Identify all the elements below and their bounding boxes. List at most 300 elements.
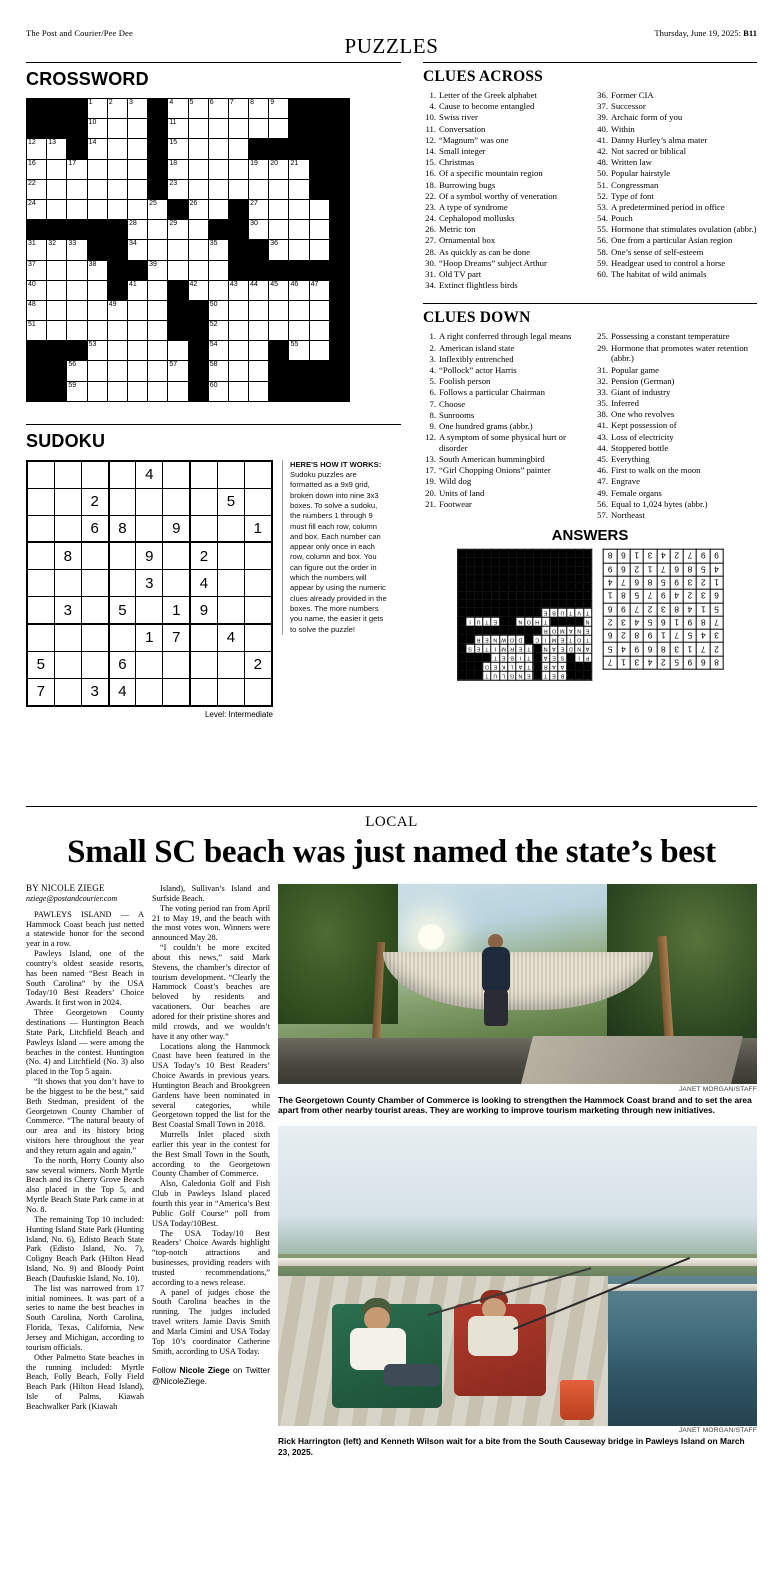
sudoku-cell[interactable]	[27, 597, 54, 624]
sudoku-cell[interactable]: 8	[54, 542, 81, 569]
crossword-cell[interactable]	[309, 341, 329, 361]
crossword-cell[interactable]	[249, 119, 269, 139]
sudoku-cell[interactable]	[27, 515, 54, 542]
crossword-cell[interactable]	[228, 321, 248, 341]
crossword-cell[interactable]	[168, 381, 188, 401]
answer-sudoku-cell: 8	[643, 576, 656, 589]
crossword-block	[27, 99, 47, 119]
sudoku-cell[interactable]: 3	[81, 678, 108, 705]
crossword-cell[interactable]	[289, 159, 309, 179]
crossword-cell[interactable]	[289, 220, 309, 240]
crossword-cell[interactable]	[188, 280, 208, 300]
crossword-cell[interactable]	[67, 260, 87, 280]
crossword-cell[interactable]	[289, 341, 309, 361]
clue-item	[423, 488, 585, 499]
answer-block	[482, 653, 490, 662]
sudoku-cell[interactable]	[245, 488, 272, 515]
crossword-cell[interactable]	[148, 280, 168, 300]
crossword-cell[interactable]	[249, 99, 269, 119]
crossword-cell[interactable]	[87, 199, 107, 219]
crossword-cell[interactable]	[127, 381, 147, 401]
crossword-cell[interactable]	[269, 321, 289, 341]
clue-number: 1.	[429, 331, 436, 342]
crossword-cell[interactable]	[168, 220, 188, 240]
crossword-cell[interactable]	[228, 119, 248, 139]
sudoku-cell[interactable]	[245, 678, 272, 705]
sudoku-cell[interactable]	[54, 651, 81, 678]
crossword-cell[interactable]	[168, 260, 188, 280]
crossword-cell[interactable]	[208, 179, 228, 199]
sudoku-cell[interactable]	[27, 570, 54, 597]
sudoku-cell[interactable]: 4	[217, 624, 244, 651]
crossword-cell[interactable]	[107, 139, 127, 159]
crossword-cell[interactable]	[87, 280, 107, 300]
answer-sudoku-cell: 9	[630, 643, 643, 656]
answer-block	[499, 600, 507, 608]
crossword-cell[interactable]	[47, 321, 67, 341]
sudoku-cell[interactable]: 9	[190, 597, 217, 624]
sudoku-cell[interactable]	[245, 624, 272, 651]
crossword-cell[interactable]	[148, 240, 168, 260]
crossword-cell[interactable]	[228, 300, 248, 320]
crossword-cell[interactable]	[208, 240, 228, 260]
sudoku-heading: SUDOKU	[26, 430, 106, 451]
sudoku-cell[interactable]: 7	[163, 624, 190, 651]
crossword-cell[interactable]	[148, 260, 168, 280]
crossword-cell[interactable]	[107, 99, 127, 119]
clue-item	[595, 465, 757, 476]
crossword-cell[interactable]	[27, 159, 47, 179]
crossword-cell[interactable]	[27, 321, 47, 341]
crossword-cell[interactable]	[168, 240, 188, 260]
answer-letter: O	[575, 635, 583, 644]
sudoku-cell[interactable]	[245, 542, 272, 569]
crossword-cell[interactable]	[208, 99, 228, 119]
answer-block	[575, 566, 583, 574]
crossword-block	[289, 119, 309, 139]
answer-letter: T	[524, 644, 532, 653]
crossword-cell[interactable]	[188, 220, 208, 240]
crossword-cell[interactable]	[87, 300, 107, 320]
crossword-cell[interactable]	[289, 199, 309, 219]
crossword-cell[interactable]	[208, 361, 228, 381]
crossword-cell[interactable]	[27, 139, 47, 159]
crossword-cell[interactable]	[309, 240, 329, 260]
crossword-cell[interactable]	[87, 321, 107, 341]
sudoku-cell[interactable]	[109, 542, 136, 569]
answer-sudoku-cell: 4	[696, 629, 709, 642]
sudoku-cell[interactable]: 4	[190, 570, 217, 597]
sudoku-cell[interactable]	[54, 624, 81, 651]
sudoku-cell[interactable]: 6	[109, 651, 136, 678]
sudoku-cell[interactable]	[163, 678, 190, 705]
crossword-cell[interactable]	[269, 199, 289, 219]
crossword-cell[interactable]	[228, 341, 248, 361]
sudoku-cell[interactable]	[81, 542, 108, 569]
clue-text: Headgear used to control a horse	[611, 257, 726, 268]
crossword-cell[interactable]	[127, 300, 147, 320]
crossword-cell[interactable]	[168, 341, 188, 361]
clue-number: 30.	[425, 257, 436, 268]
sudoku-cell[interactable]	[81, 570, 108, 597]
crossword-cell[interactable]	[127, 139, 147, 159]
crossword-cell[interactable]	[168, 179, 188, 199]
sudoku-cell[interactable]: 1	[163, 597, 190, 624]
answer-block	[507, 550, 515, 558]
sudoku-cell[interactable]	[81, 461, 108, 488]
crossword-cell[interactable]	[208, 341, 228, 361]
crossword-cell[interactable]	[249, 361, 269, 381]
sudoku-cell[interactable]	[54, 488, 81, 515]
crossword-cell[interactable]	[208, 119, 228, 139]
sudoku-cell[interactable]	[163, 488, 190, 515]
sudoku-cell[interactable]	[245, 570, 272, 597]
crossword-cell[interactable]	[148, 321, 168, 341]
crossword-cell[interactable]	[208, 159, 228, 179]
crossword-row	[27, 341, 350, 361]
sudoku-cell[interactable]	[190, 624, 217, 651]
crossword-cell[interactable]	[127, 199, 147, 219]
crossword-cell[interactable]	[67, 381, 87, 401]
sudoku-cell[interactable]	[190, 651, 217, 678]
crossword-cell[interactable]	[127, 159, 147, 179]
crossword-cell[interactable]	[249, 341, 269, 361]
sudoku-cell[interactable]	[163, 570, 190, 597]
crossword-grid[interactable]	[26, 98, 350, 402]
crossword-cell[interactable]	[249, 280, 269, 300]
crossword-cell[interactable]	[107, 159, 127, 179]
answer-letter: R	[541, 626, 549, 635]
crossword-cell[interactable]	[107, 341, 127, 361]
answer-sudoku-cell: 2	[617, 629, 630, 642]
crossword-answer-grid	[457, 549, 592, 681]
crossword-cell[interactable]	[67, 159, 87, 179]
crossword-cell[interactable]	[107, 179, 127, 199]
crossword-cell-number: 35	[209, 240, 218, 248]
crossword-cell[interactable]	[269, 99, 289, 119]
crossword-cell[interactable]	[269, 280, 289, 300]
sudoku-cell[interactable]	[81, 597, 108, 624]
sudoku-cell[interactable]: 2	[245, 651, 272, 678]
answer-sudoku-cell: 2	[603, 616, 616, 629]
sudoku-cell[interactable]	[54, 461, 81, 488]
clue-item	[595, 398, 757, 409]
sudoku-grid[interactable]	[26, 460, 273, 707]
answer-block	[465, 662, 473, 671]
clue-number: 12.	[425, 432, 436, 443]
crossword-cell[interactable]	[208, 280, 228, 300]
sudoku-cell[interactable]	[217, 597, 244, 624]
crossword-block	[87, 240, 107, 260]
sudoku-cell[interactable]	[136, 678, 163, 705]
crossword-cell[interactable]	[67, 199, 87, 219]
crossword-cell[interactable]	[269, 179, 289, 199]
sudoku-cell[interactable]	[163, 651, 190, 678]
crossword-cell[interactable]	[107, 300, 127, 320]
crossword-cell[interactable]	[87, 381, 107, 401]
crossword-cell[interactable]	[289, 280, 309, 300]
answer-letter: R	[507, 644, 515, 653]
sudoku-cell[interactable]	[109, 624, 136, 651]
sudoku-cell[interactable]	[109, 461, 136, 488]
answer-letter: E	[474, 644, 482, 653]
crossword-cell[interactable]	[27, 240, 47, 260]
crossword-cell[interactable]	[127, 280, 147, 300]
crossword-cell[interactable]	[249, 300, 269, 320]
crossword-cell[interactable]	[127, 99, 147, 119]
clue-item	[423, 421, 585, 432]
crossword-block	[309, 159, 329, 179]
crossword-cell[interactable]	[309, 199, 329, 219]
crossword-cell[interactable]	[228, 361, 248, 381]
crossword-row	[27, 119, 350, 139]
answer-letter: N	[575, 644, 583, 653]
crossword-cell[interactable]	[289, 179, 309, 199]
answer-sudoku-row	[603, 603, 723, 616]
sudoku-cell[interactable]	[27, 488, 54, 515]
answer-block	[533, 662, 541, 671]
crossword-cell[interactable]	[87, 179, 107, 199]
sudoku-cell[interactable]: 8	[109, 515, 136, 542]
crossword-cell[interactable]	[87, 260, 107, 280]
sudoku-cell[interactable]: 3	[54, 597, 81, 624]
crossword-cell[interactable]	[249, 159, 269, 179]
crossword-cell[interactable]	[148, 381, 168, 401]
crossword-cell[interactable]	[208, 381, 228, 401]
sudoku-cell[interactable]	[54, 515, 81, 542]
crossword-cell[interactable]	[87, 361, 107, 381]
crossword-cell[interactable]	[67, 280, 87, 300]
crossword-cell[interactable]	[47, 280, 67, 300]
crossword-block	[47, 119, 67, 139]
crossword-cell[interactable]	[188, 179, 208, 199]
crossword-cell[interactable]	[228, 381, 248, 401]
crossword-cell[interactable]	[249, 179, 269, 199]
crossword-cell[interactable]	[188, 99, 208, 119]
crossword-cell[interactable]	[228, 139, 248, 159]
crossword-cell[interactable]	[208, 199, 228, 219]
crossword-cell[interactable]	[148, 300, 168, 320]
sudoku-cell[interactable]	[109, 570, 136, 597]
sudoku-cell[interactable]: 5	[109, 597, 136, 624]
sudoku-cell[interactable]	[109, 488, 136, 515]
answer-letter: T	[524, 662, 532, 671]
sudoku-cell[interactable]	[245, 597, 272, 624]
sudoku-cell[interactable]	[217, 570, 244, 597]
crossword-cell[interactable]	[188, 199, 208, 219]
sudoku-cell[interactable]: 3	[136, 570, 163, 597]
sudoku-cell[interactable]	[54, 678, 81, 705]
clue-item	[595, 224, 757, 235]
crossword-cell[interactable]	[27, 199, 47, 219]
sudoku-cell[interactable]	[136, 651, 163, 678]
crossword-cell[interactable]	[309, 280, 329, 300]
crossword-cell[interactable]	[47, 179, 67, 199]
sudoku-cell[interactable]: 1	[136, 624, 163, 651]
crossword-cell[interactable]	[228, 99, 248, 119]
crossword-cell[interactable]	[269, 220, 289, 240]
answer-letter: E	[558, 635, 566, 644]
sudoku-cell[interactable]	[27, 624, 54, 651]
crossword-cell[interactable]	[127, 119, 147, 139]
crossword-cell[interactable]	[269, 240, 289, 260]
sudoku-cell[interactable]	[190, 678, 217, 705]
crossword-cell[interactable]	[168, 159, 188, 179]
crossword-cell[interactable]	[107, 321, 127, 341]
crossword-cell-number: 3	[128, 99, 133, 106]
clue-item	[595, 258, 757, 269]
crossword-cell[interactable]	[87, 119, 107, 139]
crossword-cell[interactable]	[168, 119, 188, 139]
sudoku-cell[interactable]: 5	[27, 651, 54, 678]
crossword-cell[interactable]	[289, 240, 309, 260]
crossword-cell[interactable]	[148, 341, 168, 361]
sudoku-cell[interactable]	[81, 651, 108, 678]
crossword-cell[interactable]	[148, 199, 168, 219]
clue-text: Metric ton	[439, 224, 476, 235]
sudoku-cell[interactable]	[136, 515, 163, 542]
sudoku-cell[interactable]	[190, 461, 217, 488]
crossword-cell[interactable]	[67, 300, 87, 320]
crossword-cell[interactable]	[87, 159, 107, 179]
sudoku-cell[interactable]	[217, 542, 244, 569]
crossword-cell[interactable]	[188, 240, 208, 260]
crossword-cell[interactable]	[249, 381, 269, 401]
clue-item	[595, 157, 757, 168]
crossword-cell[interactable]	[289, 321, 309, 341]
crossword-cell[interactable]	[107, 199, 127, 219]
crossword-cell[interactable]	[289, 300, 309, 320]
sudoku-cell[interactable]	[217, 461, 244, 488]
crossword-cell[interactable]	[188, 260, 208, 280]
crossword-cell[interactable]	[228, 280, 248, 300]
clue-text: Danny Hurley’s alma mater	[611, 134, 708, 145]
sudoku-cell[interactable]	[27, 542, 54, 569]
sudoku-cell[interactable]	[245, 461, 272, 488]
crossword-cell[interactable]	[228, 179, 248, 199]
sudoku-cell[interactable]	[163, 461, 190, 488]
sudoku-cell[interactable]: 9	[163, 515, 190, 542]
crossword-cell[interactable]	[249, 199, 269, 219]
crossword-cell[interactable]	[27, 179, 47, 199]
crossword-cell-number: 34	[128, 240, 137, 248]
crossword-cell[interactable]	[127, 341, 147, 361]
sudoku-cell[interactable]	[54, 570, 81, 597]
crossword-cell[interactable]	[208, 260, 228, 280]
crossword-cell[interactable]	[309, 220, 329, 240]
crossword-cell[interactable]	[27, 300, 47, 320]
crossword-cell[interactable]	[87, 139, 107, 159]
answer-sudoku-cell: 7	[696, 643, 709, 656]
crossword-cell[interactable]	[269, 300, 289, 320]
sudoku-cell[interactable]: 5	[217, 488, 244, 515]
crossword-cell[interactable]	[67, 361, 87, 381]
crossword-cell[interactable]	[249, 321, 269, 341]
crossword-cell[interactable]	[67, 321, 87, 341]
sudoku-cell[interactable]	[136, 488, 163, 515]
crossword-cell[interactable]	[27, 280, 47, 300]
sudoku-cell[interactable]	[217, 651, 244, 678]
crossword-cell[interactable]	[168, 361, 188, 381]
crossword-cell[interactable]	[309, 321, 329, 341]
crossword-cell[interactable]	[47, 300, 67, 320]
crossword-cell[interactable]	[228, 159, 248, 179]
crossword-cell[interactable]	[47, 199, 67, 219]
sudoku-cell[interactable]: 4	[109, 678, 136, 705]
answer-sudoku-cell: 5	[656, 576, 669, 589]
crossword-cell[interactable]	[309, 300, 329, 320]
crossword-cell[interactable]	[127, 240, 147, 260]
crossword-cell[interactable]	[47, 159, 67, 179]
crossword-cell[interactable]	[269, 159, 289, 179]
sudoku-cell[interactable]	[217, 678, 244, 705]
clue-text: Engrave	[611, 476, 640, 487]
clue-number: 38.	[597, 409, 608, 420]
clue-item	[423, 365, 585, 376]
crossword-cell[interactable]	[127, 321, 147, 341]
crossword-cell[interactable]	[188, 119, 208, 139]
crossword-cell[interactable]	[107, 381, 127, 401]
sudoku-cell[interactable]	[217, 515, 244, 542]
crossword-cell[interactable]	[249, 220, 269, 240]
crossword-cell[interactable]	[67, 240, 87, 260]
sudoku-cell[interactable]: 2	[81, 488, 108, 515]
sudoku-cell[interactable]: 2	[190, 542, 217, 569]
crossword-cell-number: 24	[28, 199, 36, 207]
clue-number: 50.	[597, 168, 608, 179]
crossword-cell[interactable]	[127, 220, 147, 240]
sudoku-cell[interactable]	[190, 488, 217, 515]
sudoku-cell[interactable]	[81, 624, 108, 651]
crossword-cell[interactable]	[208, 139, 228, 159]
crossword-block	[27, 361, 47, 381]
crossword-cell[interactable]	[107, 119, 127, 139]
crossword-block	[309, 381, 329, 401]
sudoku-cell[interactable]	[136, 597, 163, 624]
crossword-cell[interactable]	[127, 179, 147, 199]
crossword-cell[interactable]	[87, 99, 107, 119]
sudoku-cell[interactable]	[190, 515, 217, 542]
crossword-cell[interactable]	[47, 260, 67, 280]
sudoku-cell[interactable]: 9	[136, 542, 163, 569]
crossword-cell[interactable]	[47, 139, 67, 159]
sudoku-cell[interactable]	[27, 461, 54, 488]
crossword-cell[interactable]	[208, 321, 228, 341]
sudoku-cell[interactable]	[163, 542, 190, 569]
crossword-cell[interactable]	[67, 179, 87, 199]
crossword-block	[27, 220, 47, 240]
sudoku-cell[interactable]: 7	[27, 678, 54, 705]
crossword-cell[interactable]	[188, 139, 208, 159]
sudoku-cell[interactable]: 6	[81, 515, 108, 542]
crossword-cell-number: 20	[270, 159, 279, 167]
clue-number: 13.	[425, 454, 436, 465]
crossword-cell[interactable]	[47, 240, 67, 260]
crossword-cell[interactable]	[269, 119, 289, 139]
sudoku-cell[interactable]: 1	[245, 515, 272, 542]
crossword-cell[interactable]	[127, 361, 147, 381]
crossword-cell[interactable]	[148, 220, 168, 240]
crossword-cell[interactable]	[27, 260, 47, 280]
crossword-cell[interactable]	[87, 341, 107, 361]
crossword-cell[interactable]	[188, 159, 208, 179]
crossword-cell[interactable]	[107, 361, 127, 381]
crossword-cell[interactable]	[148, 361, 168, 381]
crossword-cell[interactable]	[168, 139, 188, 159]
sudoku-cell[interactable]: 4	[136, 461, 163, 488]
crossword-cell[interactable]	[208, 300, 228, 320]
crossword-cell[interactable]	[168, 99, 188, 119]
